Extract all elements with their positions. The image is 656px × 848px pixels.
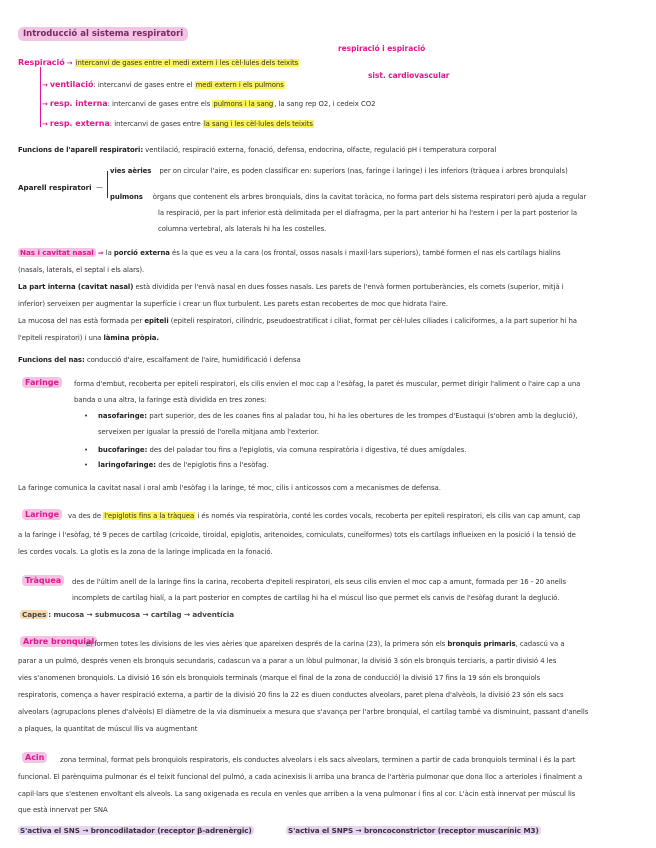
faringe-line-1: forma d'embut, recoberta per epiteli respiratori, els cilis envien el moc cap a l'esòfag, la paret és muscular, permet dirigir l'aliment o l'aire cap a una [74, 380, 581, 388]
vies-line [110, 167, 568, 176]
traquea-line-2: incomplets de cartílag hialí, a la part posterior en comptes de cartílag hi ha el múscul liso que permet els canvis de l'esòfag durant la deglució. [72, 594, 560, 602]
respiracio-label: Respiració [18, 58, 65, 67]
nas-lamina: làmina pròpia. [103, 334, 159, 342]
capes-line [20, 610, 234, 619]
nas-bold: porció externa [113, 249, 170, 257]
resp-externa-label: resp. externa [49, 119, 110, 128]
arbre-line-4: respiratoris, comença a haver respiració externa, a partir de la divisió 20 fins la 22 es diuen conductes alveolars, paret plena d'alvèols, la divisió 23 són els sacs [18, 691, 564, 699]
annot-resp-espiracio: respiració i espiració [338, 44, 426, 53]
funcions-nas-text: conducció d'aire, escalfament de l'aire, humidificació i defensa [84, 356, 301, 364]
funcions-aparell-line [18, 146, 496, 155]
faringe-bullet-1 [98, 410, 577, 423]
resp-externa-line [42, 119, 314, 129]
resp-interna-line [42, 99, 375, 109]
bronquis-primaris: bronquis primaris [447, 640, 516, 648]
nas-line-1 [18, 248, 561, 258]
nasofaringe-text: part superior, des de les coanes fins al paladar tou, hi ha les obertures de les trompes d'Eustaqui (s'obren amb la deglució), [147, 412, 578, 420]
faringe-bullet-3 [98, 459, 269, 472]
laringofaringe-label: laringofaringe: [98, 461, 157, 469]
laringe-line-2: a la faringe i l'esòfag, té 9 peces de cartílag (cricoide, tiroidal, epiglotis, aritenoides, corniculats, cuneïformes) tots els cartílags influeixen en la posició i la tensió de [18, 531, 576, 539]
bucofaringe-text: des del paladar tou fins a l'epiglotis, via comuna respiratòria i digestiva, té dues amígdales. [147, 446, 467, 454]
funcions-nas-label: Funcions del nas: [18, 356, 85, 364]
arbre-label: Arbre bronquial [20, 636, 97, 647]
arbre-line-1-post: , cadascú va a [515, 640, 565, 648]
nas-label: Nas i cavitat nasal [20, 248, 94, 257]
laringe-line-3: les cordes vocals. La glotis es la zona de la laringe implicada en la fonació. [18, 548, 273, 556]
annot-sist-cardiovascular: sist. cardiovascular [368, 71, 450, 80]
nas-part-interna: La part interna (cavitat nasal) [18, 283, 134, 291]
resp-externa-text: : intercanvi de gases entre [109, 120, 203, 128]
arbre-line-6: a plaques, la quantitat de múscul llis va augmentant [18, 725, 198, 733]
acin-label: Acin [22, 752, 47, 763]
laringe-pre: va des de [68, 512, 104, 520]
resp-interna-label: resp. interna [49, 99, 108, 108]
vies-label: vies aèries [110, 167, 152, 175]
arbre-line-5: alveolars (agrupacions plenes d'alvèols) El diàmetre de la via disminueix a mesura que s'avança per l'arbre bronquial, el cartílag també va disminuint, passant d'anells [18, 708, 589, 716]
pulmons-text-3: columna vertebral, als laterals hi ha les costelles. [158, 225, 327, 233]
acin-line-3: capil·lars que s'estenen envoltant els alveols. La sang oxigenada es recula en venles que arriben a la vena pulmonar i fins al cor. L'àcin està innervat per múscul lis [18, 790, 576, 798]
nas-line-5-post: (epiteli respiratori, cilíndric, pseudoestratificat i ciliat, format per cèl·lules ciliades i caliciformes, a la part superior hi ha [168, 317, 577, 325]
acin-line-4: que està innervat per SNA [18, 806, 108, 814]
faringe-bullet-2 [98, 444, 467, 457]
nas-line-5 [18, 317, 577, 326]
respiracio-text: intercanvi de gases entre el medi extern i les cèl·lules dels teixits [75, 59, 299, 67]
ventilacio-label: ventilació [49, 80, 94, 89]
nas-line-6-pre: l'epiteli respiratori) i una [18, 334, 104, 342]
footer-sns [18, 826, 254, 835]
page-title: Introducció al sistema respiratori [18, 27, 188, 41]
nasofaringe-label: nasofaringe: [98, 412, 148, 420]
acin-line-1: zona terminal, format pels bronquiols respiratoris, els conductes alveolars i els sacs alveolars, terminen a partir de cada bronquiols terminal i és la part [60, 756, 576, 764]
arrow-right-icon: → [66, 59, 73, 67]
laringe-line-1 [68, 512, 581, 521]
resp-interna-post: , la sang rep O2, i cedeix CO2 [274, 100, 376, 108]
arrow-right-icon: ⇒ [97, 249, 104, 257]
bracket-line [40, 67, 41, 127]
faringe-line-2: banda o una altra, la faringe està dividida en tres zones: [74, 396, 267, 404]
arbre-line-1 [86, 640, 565, 649]
capes-text: : mucosa → submucosa → cartílag → adventícia [48, 610, 235, 619]
funcions-aparell-text: ventilació, respiració externa, fonació, defensa, endocrina, olfacte, regulació pH i temperatura corporal [143, 146, 497, 154]
nas-line-6 [18, 334, 159, 343]
resp-interna-text: : intercanvi de gases entre els [107, 100, 213, 108]
funcions-nas-line [18, 356, 301, 365]
traquea-line-1: des de l'últim anell de la laringe fins la carina, recoberta d'epiteli respiratori, els seus cilis envien el moc cap a amunt, formada per 16 - 20 anells [72, 578, 567, 586]
pulmons-text-2: la respiració, per la part inferior està delimitada per el diafragma, per la part anterior hi ha l'estern i per la part posterior la [158, 209, 578, 217]
footer-snps-text: S'activa el SNPS → broncoconstrictor (receptor muscarínic M3) [288, 826, 539, 835]
arrow-right-icon: → [42, 81, 48, 89]
arbre-line-2: parar a un pulmó, després venen els bronquis secundaris, cadascun va a parar a un lòbul pulmonar, la divisió 3 són els bronquis terciaris, a partir divisió 4 les [18, 657, 557, 665]
nas-epiteli: epiteli [144, 317, 169, 325]
faringe-label: Faringe [22, 377, 62, 388]
footer-snps [286, 826, 541, 835]
footer-sns-text: S'activa el SNS → broncodilatador (receptor β-adrenèrgic) [20, 826, 252, 835]
capes-label: Capes [22, 610, 47, 619]
nas-line-4: inferior) serveixen per augmentar la superfície i crear un flux turbulent. Les parets estan recobertes de moc que hidrata l'aire. [18, 300, 448, 308]
nas-text-post: és la que es veu a la cara (os frontal, ossos nasals i maxil·lars superiors), també formen el nas els cartílags hialins [169, 249, 561, 257]
resp-interna-highlight: pulmons i la sang [213, 100, 274, 108]
faringe-bullet-1-cont: serveixen per igualar la pressió de l'orella mitjana amb l'exterior. [98, 428, 319, 436]
laringe-highlight: l'epiglotis fins a la tràquea [104, 512, 195, 520]
aparell-label: Aparell respiratori [18, 183, 92, 192]
pulmons-line [110, 193, 586, 202]
nas-text: la [103, 249, 114, 257]
ventilacio-line [42, 80, 285, 90]
bracket-tick: — [96, 183, 103, 191]
resp-externa-highlight: la sang i les cèl·lules dels teixits [203, 120, 313, 128]
funcions-aparell-label: Funcions de l'aparell respiratori: [18, 146, 144, 154]
acin-line-2: funcional. El parènquima pulmonar és el teixit funcional del pulmó, a cada acinexisis li arriba una branca de l'artèria pulmonar que dona lloc a arterioles i finalment a [18, 773, 583, 781]
arbre-line-3: vies s'anomenen bronquiols. La divisió 16 són els bronquiols terminals (marque el final de la zona de conducció) la divisió 17 fins la 19 són els bronquiols [18, 674, 541, 682]
traquea-label: Tràquea [22, 575, 64, 586]
nas-line-3-text: està dividida per l'envà nasal en dues fosses nasals. Les parets de l'envà formen portuberàncies, els cornets (superior, mitjà i [133, 283, 564, 291]
pulmons-label: pulmons [110, 193, 143, 201]
aparell-bracket [107, 171, 108, 198]
respiracio-line [18, 58, 299, 68]
nas-line-2: (nasals, laterals, el septal i els alars). [18, 266, 145, 274]
arrow-right-icon: → [42, 100, 48, 108]
arbre-line-1-pre: el formen totes les divisions de les vies aèries que apareixen després de la carina (23), la primera són els [86, 640, 448, 648]
laringofaringe-text: des de l'epiglotis fins a l'esòfag. [156, 461, 269, 469]
faringe-after: La faringe comunica la cavitat nasal i oral amb l'esòfag i la laringe, té moc, cilis i anticossos com a mecanismes de defensa. [18, 484, 441, 492]
nas-line-5-pre: La mucosa del nas està formada per [18, 317, 145, 325]
nas-line-3 [18, 283, 564, 292]
ventilacio-highlight: medi extern i els pulmons [195, 81, 284, 89]
bucofaringe-label: bucofaringe: [98, 446, 148, 454]
arrow-right-icon: → [42, 120, 48, 128]
ventilacio-text: : intercanvi de gases entre el [93, 81, 195, 89]
laringe-label: Laringe [22, 509, 62, 520]
pulmons-text: òrgans que contenent els arbres bronquials, dins la cavitat toràcica, no forma part dels sistema respiratori però ajuda a regular [152, 193, 587, 201]
laringe-post: i és només via respiratòria, conté les cordes vocals, recoberta per epiteli respiratori, els cilis van cap amunt, cap [195, 512, 581, 520]
vies-text: per on circular l'aire, es poden classificar en: superiors (nas, faringe i laringe) i les inferiors (tràquea i arbres bronquials) [159, 167, 568, 175]
